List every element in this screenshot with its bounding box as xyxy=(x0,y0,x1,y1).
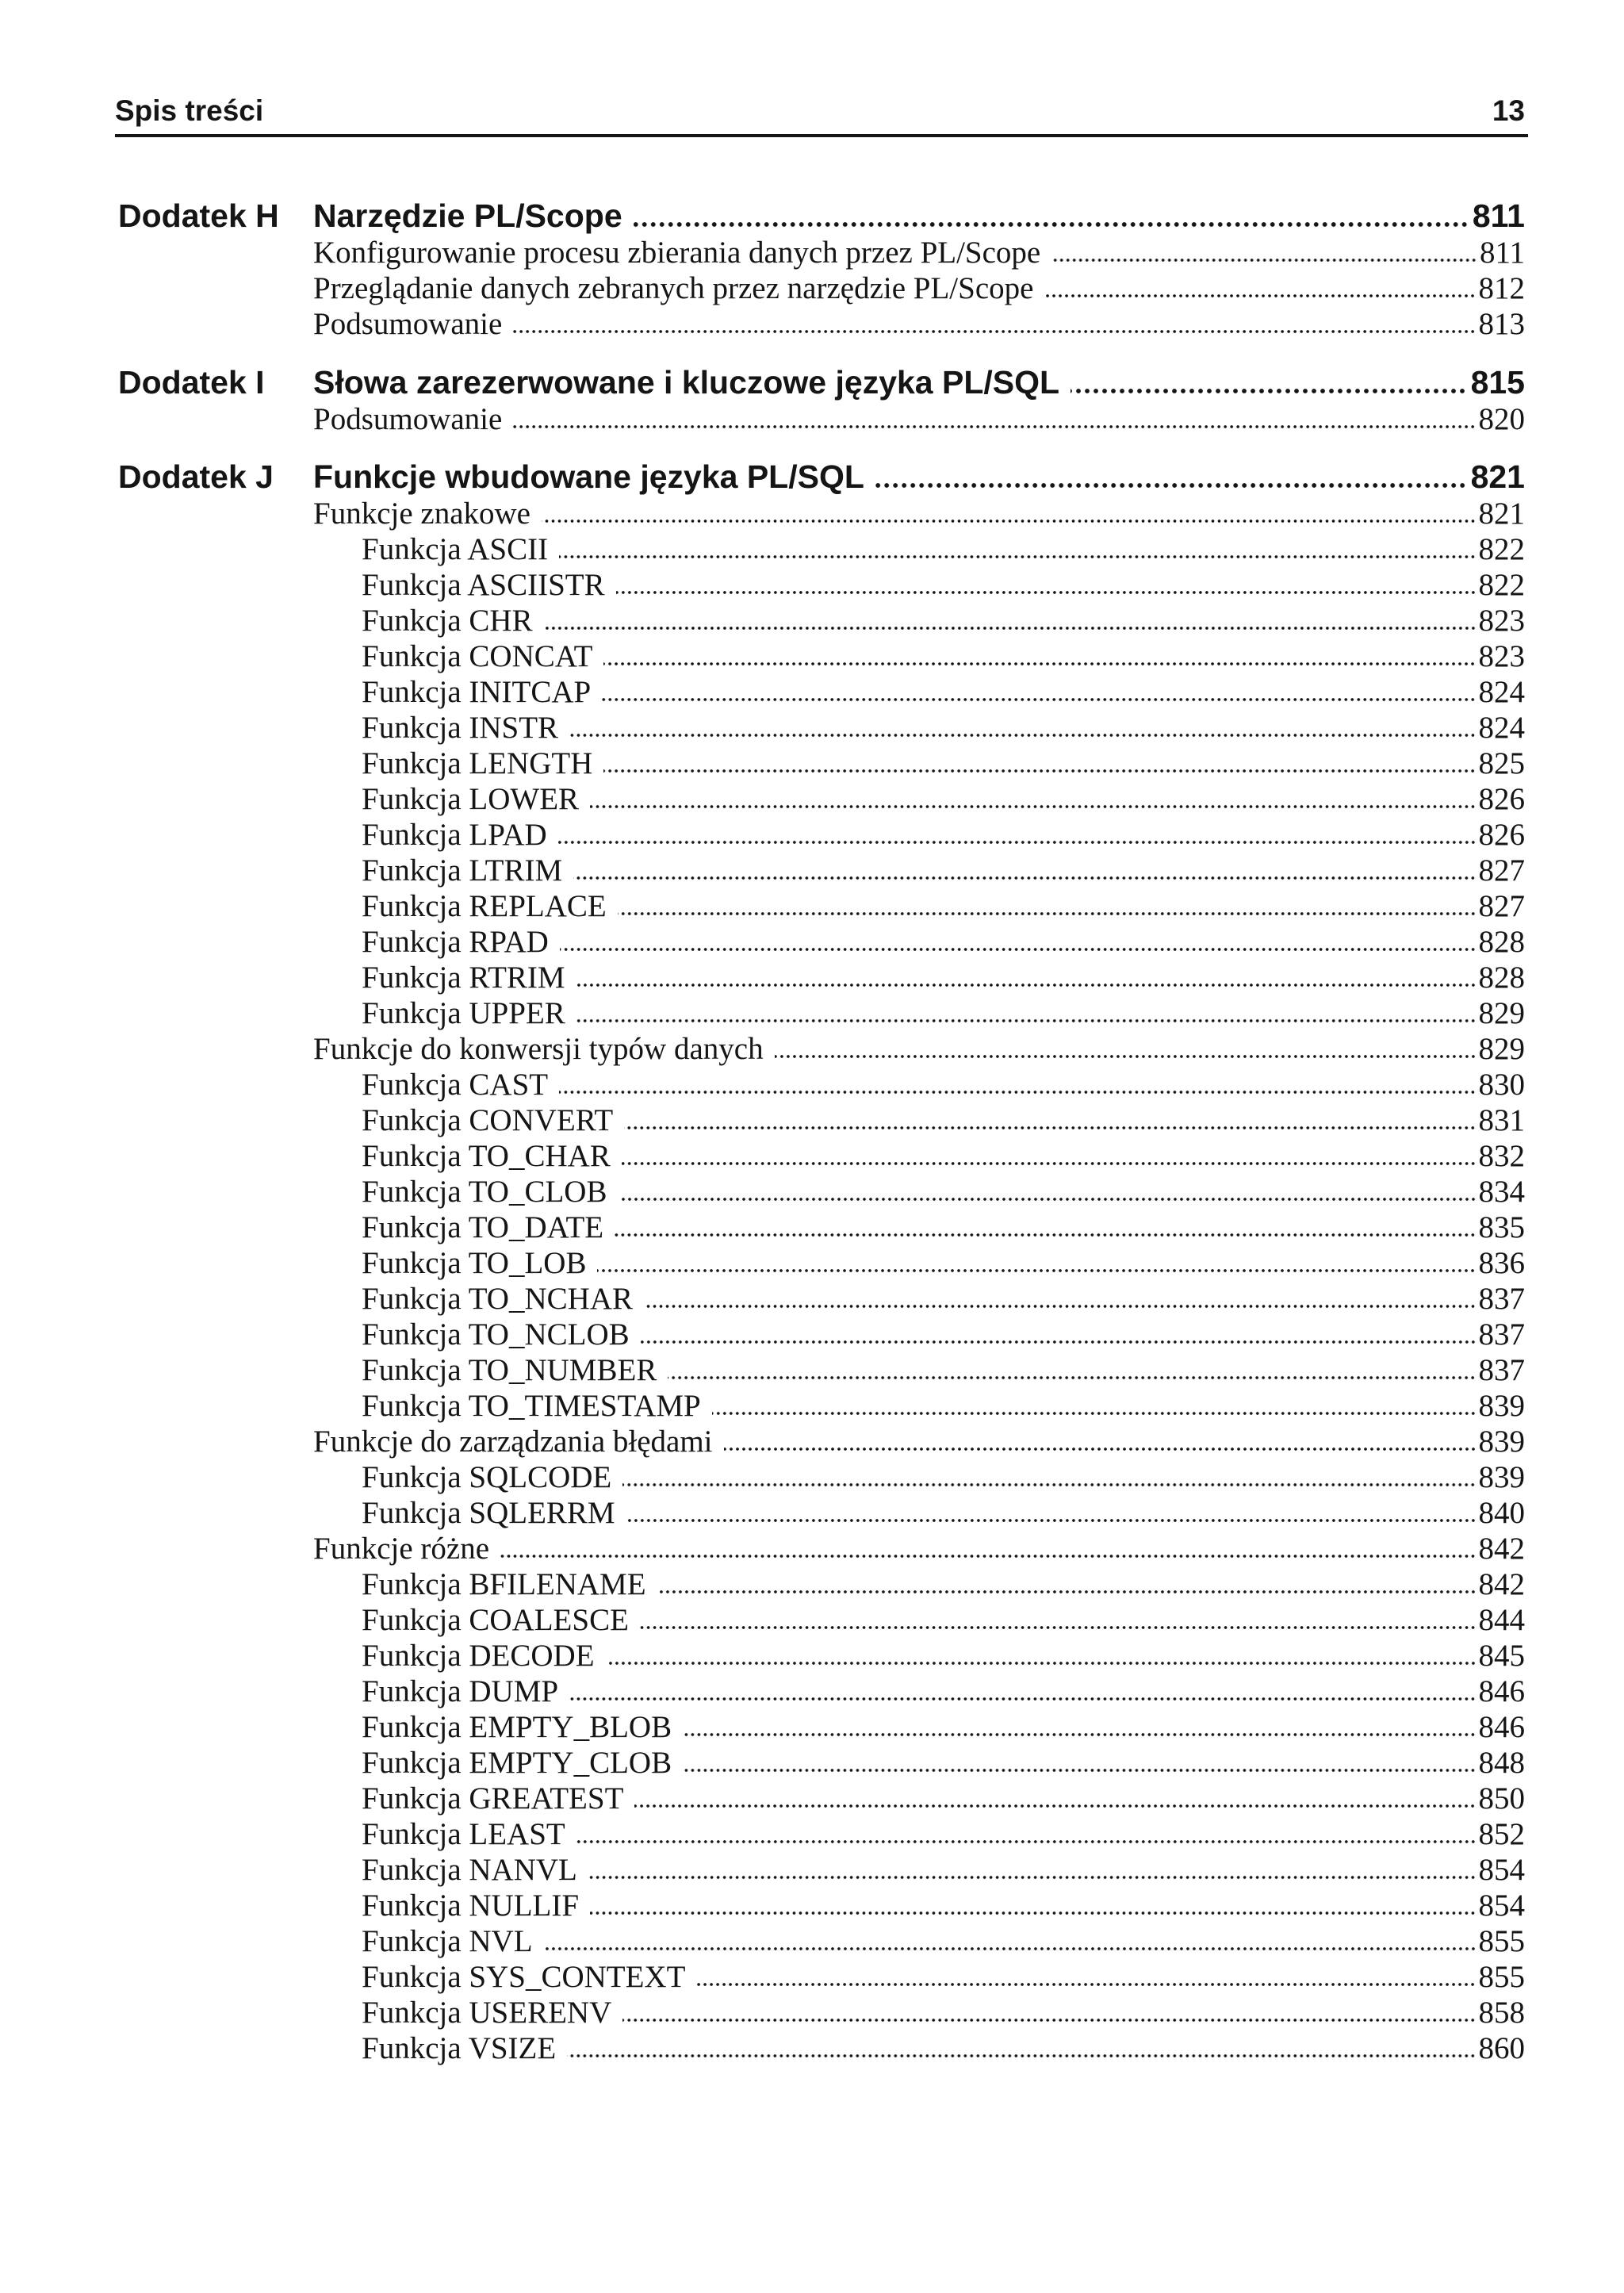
toc-subsection-entry xyxy=(0,1852,1525,1888)
toc-section-entry xyxy=(0,306,1525,342)
entry-page-number: 831 xyxy=(1478,1103,1525,1137)
appendix-title: Funkcje wbudowane języka PL/SQL xyxy=(313,458,864,495)
dot-leader xyxy=(603,661,1476,666)
entry-title: Funkcja LPAD xyxy=(362,818,547,852)
entry-title: Funkcja GREATEST xyxy=(362,1781,624,1816)
entry-title: Funkcja CAST xyxy=(362,1068,549,1102)
entry-title: Funkcje różne xyxy=(313,1532,490,1566)
entry-page-number: 850 xyxy=(1478,1781,1525,1816)
dot-leader xyxy=(573,876,1476,880)
toc-subsection-entry xyxy=(0,1352,1525,1388)
entry-page-number: 854 xyxy=(1478,1888,1525,1923)
dot-leader xyxy=(668,1375,1476,1380)
toc-subsection-entry xyxy=(0,1995,1525,2030)
toc-section-entry xyxy=(0,1031,1525,1067)
dot-leader xyxy=(544,1946,1477,1951)
entry-title: Funkcja REPLACE xyxy=(362,889,607,923)
dot-leader xyxy=(875,483,1467,488)
entry-page-number: 858 xyxy=(1478,1996,1525,2030)
entry-title: Funkcja CONCAT xyxy=(362,639,593,673)
dot-leader xyxy=(576,1018,1477,1023)
entry-page-number: 837 xyxy=(1478,1353,1525,1387)
entry-page-number: 830 xyxy=(1478,1068,1525,1102)
dot-leader xyxy=(634,222,1469,227)
dot-leader xyxy=(712,1411,1477,1416)
dot-leader xyxy=(619,1197,1477,1202)
entry-page-number: 855 xyxy=(1478,1960,1525,1994)
dot-leader xyxy=(513,424,1476,429)
entry-title: Funkcje do zarządzania błędami xyxy=(313,1424,713,1459)
entry-title: Funkcja LTRIM xyxy=(362,853,563,888)
dot-leader xyxy=(641,1340,1477,1344)
toc-section-entry xyxy=(0,401,1525,437)
entry-title: Funkcja TO_LOB xyxy=(362,1246,587,1280)
entry-title: Funkcja LEAST xyxy=(362,1817,565,1851)
dot-leader xyxy=(602,697,1476,702)
entry-page-number: 835 xyxy=(1478,1210,1525,1244)
toc-subsection-entry xyxy=(0,1102,1525,1138)
entry-page-number: 813 xyxy=(1478,307,1525,341)
toc-section-group xyxy=(0,1031,1525,1424)
entry-title: Funkcja NVL xyxy=(362,1924,533,1958)
dot-leader xyxy=(622,2018,1476,2023)
entry-page-number: 822 xyxy=(1478,532,1525,566)
toc-section-entry xyxy=(0,270,1525,306)
toc-subsection-entry xyxy=(0,995,1525,1031)
toc-section-entry xyxy=(0,496,1525,531)
entry-page-number: 839 xyxy=(1478,1460,1525,1494)
entry-title: Funkcja NULLIF xyxy=(362,1888,580,1923)
toc-subsection-entry xyxy=(0,2030,1525,2066)
entry-title: Funkcje do konwersji typów danych xyxy=(313,1032,764,1066)
entry-title: Funkcja DECODE xyxy=(362,1639,595,1673)
entry-page-number: 834 xyxy=(1478,1175,1525,1209)
toc-subsection-entry xyxy=(0,710,1525,746)
dot-leader xyxy=(724,1447,1477,1451)
dot-leader xyxy=(1071,389,1467,393)
entry-title: Funkcja LOWER xyxy=(362,782,580,816)
entry-page-number: 839 xyxy=(1478,1424,1525,1459)
toc-subsection-entry xyxy=(0,1781,1525,1816)
entry-title: Podsumowanie xyxy=(313,402,503,436)
entry-page-number: 845 xyxy=(1478,1639,1525,1673)
entry-title: Funkcja TO_NUMBER xyxy=(362,1353,657,1387)
entry-title: Funkcja USERENV xyxy=(362,1996,612,2030)
entry-page-number: 844 xyxy=(1478,1603,1525,1637)
toc-subsection-entry xyxy=(0,1888,1525,1923)
dot-leader xyxy=(616,590,1477,595)
dot-leader xyxy=(622,1482,1476,1487)
entry-page-number: 826 xyxy=(1478,818,1525,852)
appendix-i xyxy=(0,363,1525,437)
entry-page-number: 842 xyxy=(1478,1567,1525,1601)
toc-section-group xyxy=(0,496,1525,1031)
dot-leader xyxy=(1051,258,1477,263)
dot-leader xyxy=(569,733,1476,738)
dot-leader xyxy=(657,1589,1477,1594)
entry-title: Funkcja TO_NCLOB xyxy=(362,1317,630,1352)
entry-title: Funkcja EMPTY_CLOB xyxy=(362,1746,672,1780)
entry-page-number: 823 xyxy=(1478,639,1525,673)
toc-section-entry xyxy=(0,1424,1525,1459)
entry-page-number: 846 xyxy=(1478,1710,1525,1744)
dot-leader xyxy=(606,1661,1477,1666)
dot-leader xyxy=(1044,293,1476,298)
entry-page-number: 836 xyxy=(1478,1246,1525,1280)
entry-title: Funkcja TO_TIMESTAMP xyxy=(362,1389,701,1423)
dot-leader xyxy=(597,1268,1476,1273)
toc-subsection-entry xyxy=(0,674,1525,710)
toc-subsection-entry xyxy=(0,924,1525,960)
entry-page-number: 827 xyxy=(1478,853,1525,888)
entry-page-number: 823 xyxy=(1478,604,1525,638)
table-of-contents xyxy=(0,197,1525,2066)
entry-page-number: 829 xyxy=(1478,996,1525,1030)
toc-subsection-entry xyxy=(0,1210,1525,1245)
dot-leader xyxy=(624,1125,1476,1130)
entry-title: Funkcja SYS_CONTEXT xyxy=(362,1960,686,1994)
entry-title: Funkcja TO_NCHAR xyxy=(362,1282,633,1316)
dot-leader xyxy=(558,840,1477,845)
entry-title: Funkcja LENGTH xyxy=(362,746,593,780)
entry-page-number: 826 xyxy=(1478,782,1525,816)
entry-page-number: 828 xyxy=(1478,961,1525,995)
toc-subsection-entry xyxy=(0,1959,1525,1995)
entry-page-number: 840 xyxy=(1478,1496,1525,1530)
toc-subsection-entry xyxy=(0,960,1525,995)
toc-subsection-entry xyxy=(0,531,1525,567)
entry-title: Funkcja INSTR xyxy=(362,711,559,745)
entry-page-number: 824 xyxy=(1478,675,1525,709)
toc-subsection-entry xyxy=(0,603,1525,638)
toc-subsection-entry xyxy=(0,1138,1525,1174)
entry-title: Funkcja COALESCE xyxy=(362,1603,629,1637)
entry-title: Funkcja NANVL xyxy=(362,1853,577,1887)
entry-page-number: 821 xyxy=(1478,497,1525,531)
entry-title: Funkcja CONVERT xyxy=(362,1103,614,1137)
dot-leader xyxy=(500,1554,1476,1559)
entry-title: Funkcja BFILENAME xyxy=(362,1567,646,1601)
dot-leader xyxy=(513,329,1476,334)
dot-leader xyxy=(683,1732,1476,1737)
dot-leader xyxy=(542,519,1477,523)
entry-page-number: 839 xyxy=(1478,1389,1525,1423)
dot-leader xyxy=(626,1518,1477,1523)
entry-title: Funkcje znakowe xyxy=(313,497,530,531)
entry-title: Funkcja DUMP xyxy=(362,1674,559,1708)
dot-leader xyxy=(603,769,1476,773)
toc-subsection-entry xyxy=(0,1388,1525,1424)
appendix-label: Dodatek J xyxy=(118,458,274,495)
entry-page-number: 842 xyxy=(1478,1532,1525,1566)
entry-page-number: 860 xyxy=(1478,2031,1525,2065)
dot-leader xyxy=(683,1768,1476,1773)
toc-subsection-entry xyxy=(0,1745,1525,1781)
entry-title: Funkcja TO_CHAR xyxy=(362,1139,611,1173)
dot-leader xyxy=(576,983,1477,987)
dot-leader xyxy=(775,1054,1477,1059)
entry-page-number: 848 xyxy=(1478,1746,1525,1780)
entry-title: Podsumowanie xyxy=(313,307,503,341)
toc-subsection-entry xyxy=(0,567,1525,603)
toc-subsection-entry xyxy=(0,1602,1525,1638)
dot-leader xyxy=(588,1875,1477,1880)
entry-page-number: 837 xyxy=(1478,1317,1525,1352)
entry-title: Przeglądanie danych zebranych przez narzędzie PL/Scope xyxy=(313,271,1034,305)
toc-subsection-entry xyxy=(0,1566,1525,1602)
dot-leader xyxy=(622,1161,1477,1166)
toc-subsection-entry xyxy=(0,1923,1525,1959)
toc-section-group xyxy=(0,1531,1525,2066)
entry-title: Funkcja TO_DATE xyxy=(362,1210,604,1244)
toc-section-entry xyxy=(0,1531,1525,1566)
toc-subsection-entry xyxy=(0,1459,1525,1495)
toc-subsection-entry xyxy=(0,1816,1525,1852)
appendix-label: Dodatek I xyxy=(118,364,265,401)
appendix-page-number: 815 xyxy=(1470,364,1525,401)
toc-subsection-entry xyxy=(0,853,1525,888)
running-header-title: Spis treści xyxy=(115,94,264,127)
toc-subsection-entry xyxy=(0,746,1525,781)
toc-subsection-entry xyxy=(0,1245,1525,1281)
appendix-h xyxy=(0,197,1525,342)
toc-section-entry xyxy=(0,235,1525,270)
toc-subsection-entry xyxy=(0,1495,1525,1531)
dot-leader xyxy=(696,1982,1476,1987)
toc-subsection-entry xyxy=(0,1638,1525,1674)
appendix-heading xyxy=(0,458,1525,496)
dot-leader xyxy=(634,1804,1476,1808)
toc-subsection-entry xyxy=(0,638,1525,674)
toc-subsection-entry xyxy=(0,1067,1525,1102)
entry-title: Funkcja EMPTY_BLOB xyxy=(362,1710,672,1744)
toc-subsection-entry xyxy=(0,1174,1525,1210)
dot-leader xyxy=(559,554,1476,559)
toc-subsection-entry xyxy=(0,781,1525,817)
dot-leader xyxy=(640,1625,1477,1630)
toc-subsection-entry xyxy=(0,817,1525,853)
dot-leader xyxy=(567,2053,1476,2058)
toc-subsection-entry xyxy=(0,1674,1525,1709)
entry-title: Funkcja VSIZE xyxy=(362,2031,557,2065)
entry-page-number: 824 xyxy=(1478,711,1525,745)
dot-leader xyxy=(560,947,1477,952)
entry-title: Funkcja RPAD xyxy=(362,925,549,959)
entry-title: Funkcja SQLERRM xyxy=(362,1496,615,1530)
dot-leader xyxy=(618,911,1477,916)
entry-title: Funkcja RTRIM xyxy=(362,961,565,995)
page-number: 13 xyxy=(1492,94,1525,127)
entry-page-number: 822 xyxy=(1478,568,1525,602)
entry-title: Konfigurowanie procesu zbierania danych przez PL/Scope xyxy=(313,236,1041,270)
entry-title: Funkcja CHR xyxy=(362,604,533,638)
entry-page-number: 811 xyxy=(1479,236,1525,270)
entry-page-number: 832 xyxy=(1478,1139,1525,1173)
dot-leader xyxy=(559,1090,1476,1095)
dot-leader xyxy=(544,626,1477,631)
dot-leader xyxy=(590,1911,1476,1915)
entry-page-number: 820 xyxy=(1478,402,1525,436)
running-header xyxy=(115,93,1528,137)
toc-section-group xyxy=(0,1424,1525,1531)
entry-title: Funkcja ASCIISTR xyxy=(362,568,605,602)
appendix-page-number: 811 xyxy=(1472,197,1525,234)
dot-leader xyxy=(590,804,1476,809)
toc-subsection-entry xyxy=(0,1317,1525,1352)
entry-page-number: 846 xyxy=(1478,1674,1525,1708)
dot-leader xyxy=(615,1233,1476,1237)
entry-title: Funkcja UPPER xyxy=(362,996,565,1030)
entry-page-number: 828 xyxy=(1478,925,1525,959)
toc-subsection-entry xyxy=(0,1281,1525,1317)
toc-subsection-entry xyxy=(0,1709,1525,1745)
dot-leader xyxy=(576,1839,1477,1844)
entry-title: Funkcja ASCII xyxy=(362,532,549,566)
appendix-heading xyxy=(0,363,1525,401)
toc-subsection-entry xyxy=(0,888,1525,924)
entry-title: Funkcja INITCAP xyxy=(362,675,592,709)
appendix-page-number: 821 xyxy=(1470,458,1525,495)
appendix-heading xyxy=(0,197,1525,235)
entry-page-number: 837 xyxy=(1478,1282,1525,1316)
entry-title: Funkcja TO_CLOB xyxy=(362,1175,607,1209)
dot-leader xyxy=(569,1697,1476,1701)
entry-page-number: 829 xyxy=(1478,1032,1525,1066)
appendix-title: Narzędzie PL/Scope xyxy=(313,197,622,234)
appendix-title: Słowa zarezerwowane i kluczowe języka PL/SQL xyxy=(313,364,1060,401)
appendix-j xyxy=(0,458,1525,2066)
entry-page-number: 825 xyxy=(1478,746,1525,780)
entry-page-number: 852 xyxy=(1478,1817,1525,1851)
entry-title: Funkcja SQLCODE xyxy=(362,1460,612,1494)
dot-leader xyxy=(644,1304,1477,1309)
entry-page-number: 827 xyxy=(1478,889,1525,923)
appendix-label: Dodatek H xyxy=(118,197,279,234)
entry-page-number: 854 xyxy=(1478,1853,1525,1887)
entry-page-number: 855 xyxy=(1478,1924,1525,1958)
entry-page-number: 812 xyxy=(1478,271,1525,305)
